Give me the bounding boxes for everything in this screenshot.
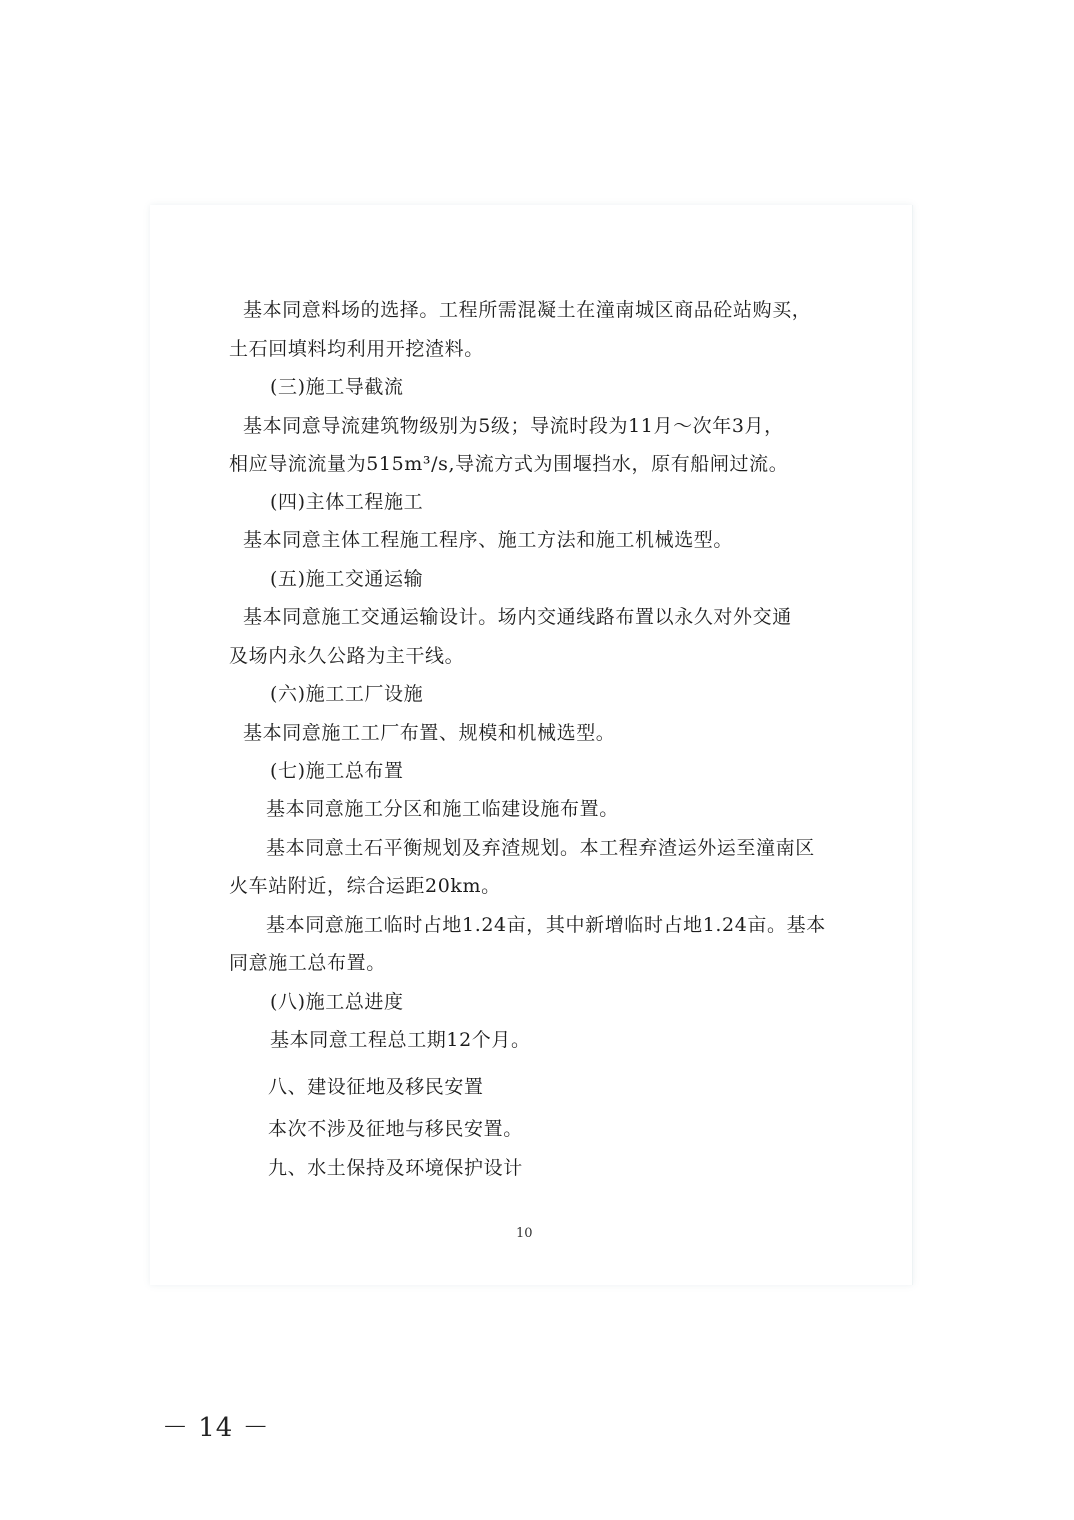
section-heading: 九、水土保持及环境保护设计 bbox=[268, 1157, 523, 1179]
text-line: 基本同意导流建筑物级别为5级；导流时段为11月～次年3月， bbox=[243, 415, 784, 437]
scanned-page bbox=[150, 205, 913, 1285]
text-line: 相应导流流量为515m³/s,导流方式为围堰挡水，原有船闸过流。 bbox=[229, 453, 789, 475]
text-line: 基本同意料场的选择。工程所需混凝土在潼南城区商品砼站购买， bbox=[243, 299, 812, 321]
outer-page-number: － 14 － bbox=[162, 1413, 270, 1443]
text-line: 同意施工总布置。 bbox=[229, 952, 386, 974]
section-heading: (三)施工导截流 bbox=[270, 376, 404, 398]
text-line: 基本同意土石平衡规划及弃渣规划。本工程弃渣运外运至潼南区 bbox=[266, 837, 815, 859]
text-line: 本次不涉及征地与移民安置。 bbox=[268, 1118, 523, 1140]
section-heading: 八、建设征地及移民安置 bbox=[268, 1076, 484, 1098]
text-line: 土石回填料均利用开挖渣料。 bbox=[229, 338, 484, 360]
section-heading: (七)施工总布置 bbox=[270, 760, 404, 782]
section-heading: (五)施工交通运输 bbox=[270, 568, 424, 590]
text-line: 基本同意施工交通运输设计。场内交通线路布置以永久对外交通 bbox=[243, 606, 792, 628]
text-line: 基本同意施工分区和施工临建设施布置。 bbox=[266, 798, 619, 820]
section-heading: (八)施工总进度 bbox=[270, 991, 404, 1013]
inner-page-number: 10 bbox=[516, 1226, 533, 1241]
text-line: 及场内永久公路为主干线。 bbox=[229, 645, 465, 667]
text-line: 基本同意主体工程施工程序、施工方法和施工机械选型。 bbox=[243, 529, 734, 551]
text-line: 基本同意工程总工期12个月。 bbox=[270, 1029, 531, 1051]
text-line: 火车站附近，综合运距20km。 bbox=[229, 875, 501, 897]
text-line: 基本同意施工工厂布置、规模和机械选型。 bbox=[243, 722, 616, 744]
section-heading: (四)主体工程施工 bbox=[270, 491, 424, 513]
text-line: 基本同意施工临时占地1.24亩，其中新增临时占地1.24亩。基本 bbox=[266, 914, 826, 936]
section-heading: (六)施工工厂设施 bbox=[270, 683, 424, 705]
